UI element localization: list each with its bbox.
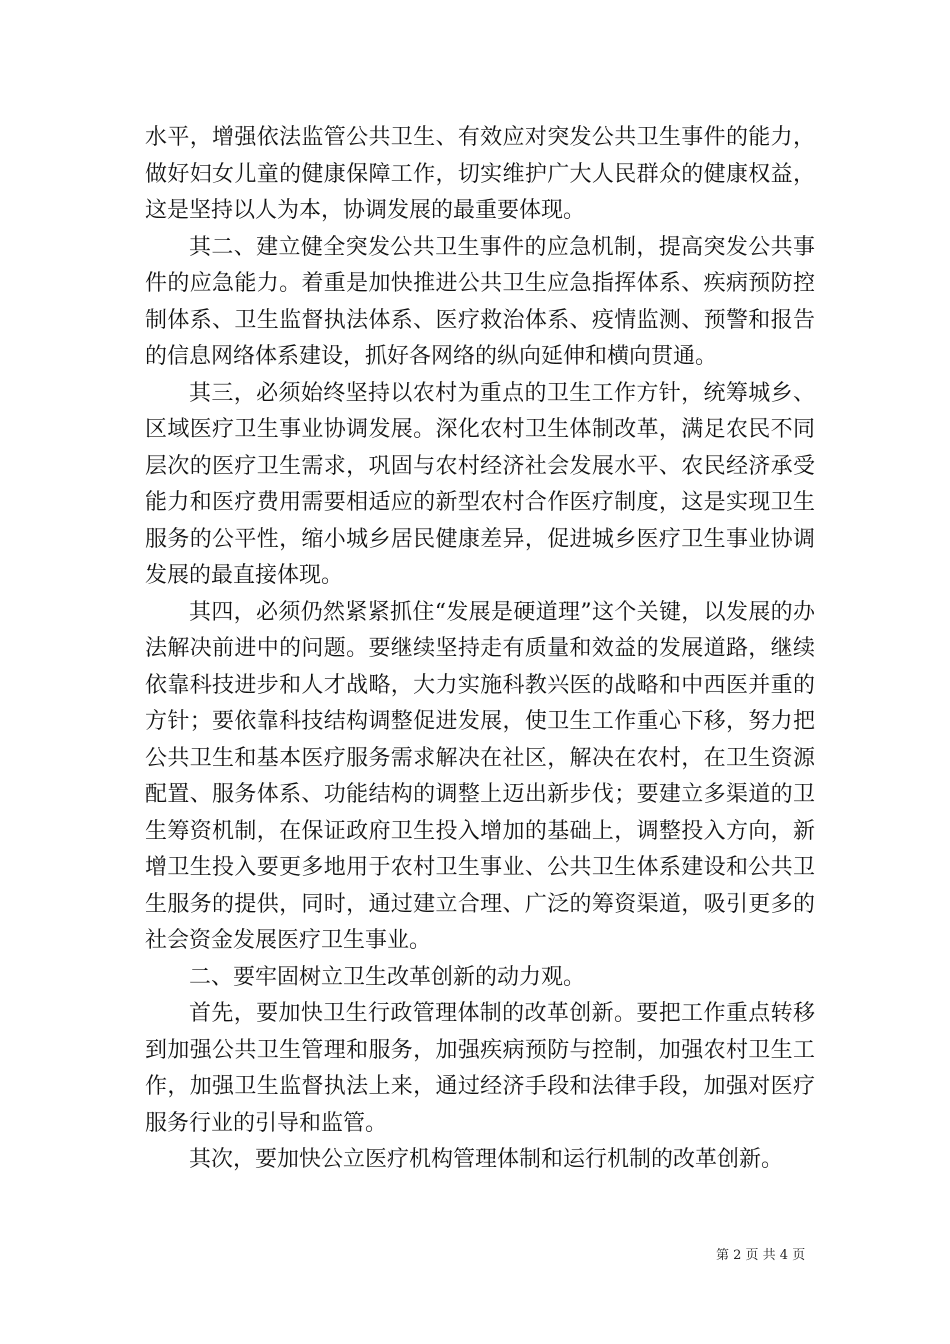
page-number: 第 2 页 共 4 页	[716, 1248, 806, 1263]
body-text	[145, 120, 815, 1179]
paragraph-4: 其四，必须仍然紧紧抓住“发展是硬道理”这个关键，以发展的办法解决前进中的问题。要继续坚持走有质量和效益的发展道路，继续依靠科技进步和人才战略，大力实施科教兴医的战略和中西医并重的方针；要依靠科技结构调整促进发展，使卫生工作重心下移，努力把公共卫生和基本医疗服务需求解决在社区，解决在农村，在卫生资源配置、服务体系、功能结构的调整上迈出新步伐；要建立多渠道的卫生筹资机制，在保证政府卫生投入增加的基础上，调整投入方向，新增卫生投入要更多地用于农村卫生事业、公共卫生体系建设和公共卫生服务的提供，同时，通过建立合理、广泛的筹资渠道，吸引更多的社会资金发展医疗卫生事业。	[145, 599, 815, 953]
paragraph-2: 其二、建立健全突发公共卫生事件的应急机制，提高突发公共事件的应急能力。着重是加快推进公共卫生应急指挥体系、疾病预防控制体系、卫生监督执法体系、医疗救治体系、疫情监测、预警和报告的信息网络体系建设，抓好各网络的纵向延伸和横向贯通。	[145, 234, 815, 369]
paragraph-5: 首先，要加快卫生行政管理体制的改革创新。要把工作重点转移到加强公共卫生管理和服务，加强疾病预防与控制，加强农村卫生工作，加强卫生监督执法上来，通过经济手段和法律手段，加强对医疗服务行业的引导和监管。	[145, 1001, 815, 1136]
paragraph-6: 其次，要加快公立医疗机构管理体制和运行机制的改革创新。	[189, 1147, 784, 1172]
section-heading: 二、要牢固树立卫生改革创新的动力观。	[189, 964, 586, 990]
paragraph-3: 其三，必须始终坚持以农村为重点的卫生工作方针，统筹城乡、区域医疗卫生事业协调发展。深化农村卫生体制改革，满足农民不同层次的医疗卫生需求，巩固与农村经济社会发展水平、农民经济承受能力和医疗费用需要相适应的新型农村合作医疗制度，这是实现卫生服务的公平性，缩小城乡居民健康差异，促进城乡医疗卫生事业协调发展的最直接体现。	[145, 380, 815, 588]
paragraph-1: 水平，增强依法监管公共卫生、有效应对突发公共卫生事件的能力，做好妇女儿童的健康保障工作，切实维护广大人民群众的健康权益，这是坚持以人为本，协调发展的最重要体现。	[145, 125, 815, 223]
